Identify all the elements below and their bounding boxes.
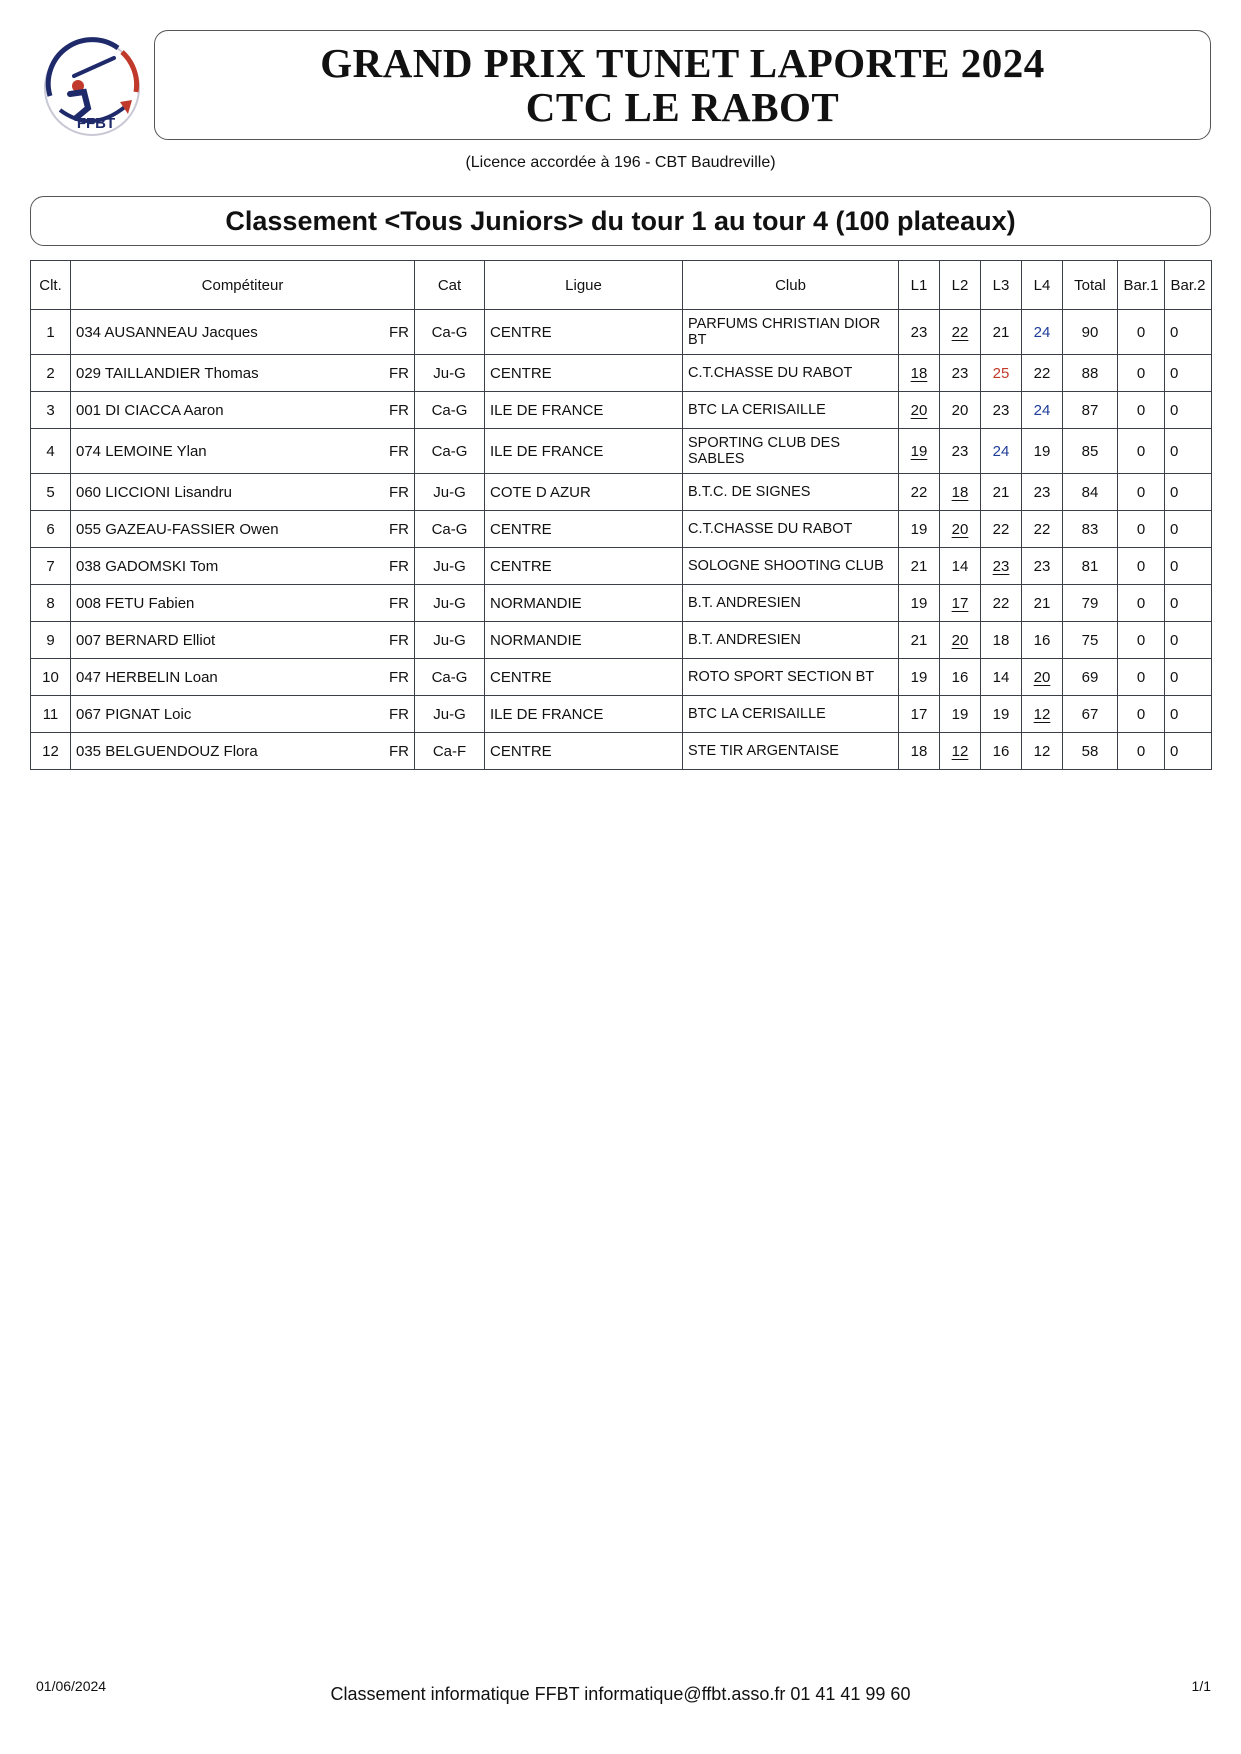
category: Ca-G [415, 429, 485, 474]
competitor-name: 034 AUSANNEAU Jacques [76, 323, 258, 341]
rank: 4 [31, 429, 71, 474]
score-l2: 23 [940, 429, 981, 474]
competitor [71, 696, 415, 733]
competitor-name: 047 HERBELIN Loan [76, 668, 218, 686]
nationality: FR [389, 594, 409, 612]
nationality: FR [389, 668, 409, 686]
ligue: CENTRE [485, 310, 683, 355]
score-l2: 19 [940, 696, 981, 733]
score-l1: 22 [899, 474, 940, 511]
score-l4: 23 [1022, 548, 1063, 585]
table-row [31, 696, 1212, 733]
category: Ju-G [415, 355, 485, 392]
club: STE TIR ARGENTAISE [683, 733, 899, 770]
barrage-1: 0 [1118, 585, 1165, 622]
venue-title: CTC LE RABOT [525, 84, 840, 130]
score-l4 [1022, 696, 1063, 733]
ligue: CENTRE [485, 511, 683, 548]
score-l1: 19 [899, 659, 940, 696]
competitor [71, 392, 415, 429]
barrage-1: 0 [1118, 696, 1165, 733]
club: BTC LA CERISAILLE [683, 392, 899, 429]
ligue: ILE DE FRANCE [485, 429, 683, 474]
page-number: 1/1 [1191, 1678, 1211, 1694]
category: Ju-G [415, 622, 485, 659]
competitor [71, 474, 415, 511]
footer-contact: Classement informatique FFBT informatique@ffbt.asso.fr 01 41 41 99 60 [330, 1684, 911, 1704]
ligue: ILE DE FRANCE [485, 696, 683, 733]
score-l4: 21 [1022, 585, 1063, 622]
competitor [71, 659, 415, 696]
score-l3: 21 [981, 474, 1022, 511]
nationality: FR [389, 631, 409, 649]
score-l4 [1022, 659, 1063, 696]
col-header-clt: Clt. [31, 261, 71, 310]
rank: 7 [31, 548, 71, 585]
table-row [31, 474, 1212, 511]
score-l3: 16 [981, 733, 1022, 770]
table-row [31, 585, 1212, 622]
category: Ju-G [415, 474, 485, 511]
competitor-name: 055 GAZEAU-FASSIER Owen [76, 520, 279, 538]
club: ROTO SPORT SECTION BT [683, 659, 899, 696]
score-l2 [940, 622, 981, 659]
barrage-1: 0 [1118, 310, 1165, 355]
club: B.T.C. DE SIGNES [683, 474, 899, 511]
score-l4: 12 [1022, 733, 1063, 770]
competitor [71, 548, 415, 585]
table-row [31, 548, 1212, 585]
table-row [31, 659, 1212, 696]
score-l3: 21 [981, 310, 1022, 355]
barrage-1: 0 [1118, 429, 1165, 474]
header-row [31, 261, 1212, 310]
barrage-1: 0 [1118, 511, 1165, 548]
score-l2-value: 20 [951, 520, 969, 538]
rank: 10 [31, 659, 71, 696]
rank: 5 [31, 474, 71, 511]
competitor-name: 060 LICCIONI Lisandru [76, 483, 232, 501]
nationality: FR [389, 483, 409, 501]
score-l1-value: 18 [910, 364, 928, 382]
score-l2: 14 [940, 548, 981, 585]
col-header-l4: L4 [1022, 261, 1063, 310]
barrage-2: 0 [1165, 355, 1212, 392]
barrage-1: 0 [1118, 474, 1165, 511]
nationality: FR [389, 557, 409, 575]
results-table [30, 260, 1212, 770]
score-l3 [981, 548, 1022, 585]
col-header-l2: L2 [940, 261, 981, 310]
category: Ju-G [415, 585, 485, 622]
category: Ju-G [415, 548, 485, 585]
rank: 1 [31, 310, 71, 355]
barrage-2: 0 [1165, 392, 1212, 429]
table-row [31, 733, 1212, 770]
competitor [71, 622, 415, 659]
score-l3: 14 [981, 659, 1022, 696]
score-l2: 23 [940, 355, 981, 392]
total: 90 [1063, 310, 1118, 355]
col-header-l3: L3 [981, 261, 1022, 310]
club: B.T. ANDRESIEN [683, 585, 899, 622]
barrage-2: 0 [1165, 659, 1212, 696]
ffbt-logo [40, 36, 144, 140]
category: Ca-G [415, 310, 485, 355]
score-l1 [899, 392, 940, 429]
score-l4: 23 [1022, 474, 1063, 511]
competitor [71, 585, 415, 622]
licence-note: (Licence accordée à 196 - CBT Baudreville) [465, 154, 776, 171]
table-row [31, 392, 1212, 429]
ligue: CENTRE [485, 355, 683, 392]
total: 69 [1063, 659, 1118, 696]
competitor-name: 074 LEMOINE Ylan [76, 442, 207, 460]
nationality: FR [389, 401, 409, 419]
score-l2 [940, 474, 981, 511]
score-l1: 18 [899, 733, 940, 770]
category: Ca-G [415, 511, 485, 548]
category: Ca-G [415, 659, 485, 696]
logo-text: FFBT [76, 115, 116, 132]
score-l2 [940, 585, 981, 622]
rank: 2 [31, 355, 71, 392]
score-l4-value: 12 [1033, 705, 1051, 723]
table-row [31, 622, 1212, 659]
score-l1: 21 [899, 548, 940, 585]
total: 85 [1063, 429, 1118, 474]
ligue: CENTRE [485, 659, 683, 696]
col-header-competiteur: Compétiteur [71, 261, 415, 310]
total: 79 [1063, 585, 1118, 622]
col-header-club: Club [683, 261, 899, 310]
score-l1 [899, 429, 940, 474]
competitor-name: 007 BERNARD Elliot [76, 631, 216, 649]
total: 88 [1063, 355, 1118, 392]
barrage-2: 0 [1165, 511, 1212, 548]
rank: 9 [31, 622, 71, 659]
rank: 3 [31, 392, 71, 429]
barrage-1: 0 [1118, 733, 1165, 770]
score-l4-value: 20 [1033, 668, 1051, 686]
rank: 11 [31, 696, 71, 733]
club: C.T.CHASSE DU RABOT [683, 355, 899, 392]
ligue: NORMANDIE [485, 585, 683, 622]
score-l2 [940, 310, 981, 355]
col-header-cat: Cat [415, 261, 485, 310]
col-header-ligue: Ligue [485, 261, 683, 310]
col-header-l1: L1 [899, 261, 940, 310]
total: 87 [1063, 392, 1118, 429]
score-l3: 24 [981, 429, 1022, 474]
category: Ju-G [415, 696, 485, 733]
col-header-bar2: Bar.2 [1165, 261, 1212, 310]
competitor-name: 008 FETU Fabien [76, 594, 195, 612]
rank: 8 [31, 585, 71, 622]
barrage-1: 0 [1118, 622, 1165, 659]
nationality: FR [389, 364, 409, 382]
competitor [71, 355, 415, 392]
event-title: GRAND PRIX TUNET LAPORTE 2024 [320, 40, 1045, 86]
category: Ca-G [415, 392, 485, 429]
score-l3: 22 [981, 511, 1022, 548]
competitor [71, 733, 415, 770]
club: SPORTING CLUB DES SABLES [683, 429, 899, 474]
ligue: ILE DE FRANCE [485, 392, 683, 429]
score-l1 [899, 355, 940, 392]
score-l4: 22 [1022, 511, 1063, 548]
score-l1-value: 19 [910, 442, 928, 460]
barrage-1: 0 [1118, 548, 1165, 585]
score-l4: 24 [1022, 392, 1063, 429]
score-l4: 19 [1022, 429, 1063, 474]
col-header-bar1: Bar.1 [1118, 261, 1165, 310]
nationality: FR [389, 742, 409, 760]
barrage-2: 0 [1165, 548, 1212, 585]
barrage-1: 0 [1118, 355, 1165, 392]
table-row [31, 511, 1212, 548]
total: 58 [1063, 733, 1118, 770]
club: SOLOGNE SHOOTING CLUB [683, 548, 899, 585]
score-l3: 18 [981, 622, 1022, 659]
ligue: CENTRE [485, 548, 683, 585]
ligue: COTE D AZUR [485, 474, 683, 511]
nationality: FR [389, 323, 409, 341]
club: C.T.CHASSE DU RABOT [683, 511, 899, 548]
competitor-name: 067 PIGNAT Loic [76, 705, 192, 723]
score-l4: 22 [1022, 355, 1063, 392]
barrage-2: 0 [1165, 585, 1212, 622]
score-l1: 17 [899, 696, 940, 733]
score-l2-value: 20 [951, 631, 969, 649]
score-l3: 23 [981, 392, 1022, 429]
competitor [71, 511, 415, 548]
table-row [31, 429, 1212, 474]
score-l2: 16 [940, 659, 981, 696]
score-l2-value: 12 [951, 742, 969, 760]
ligue: CENTRE [485, 733, 683, 770]
competitor-name: 035 BELGUENDOUZ Flora [76, 742, 258, 760]
total: 84 [1063, 474, 1118, 511]
barrage-2: 0 [1165, 310, 1212, 355]
nationality: FR [389, 520, 409, 538]
ranking-subtitle: Classement <Tous Juniors> du tour 1 au tour 4 (100 plateaux) [30, 196, 1211, 246]
score-l1: 23 [899, 310, 940, 355]
score-l4: 24 [1022, 310, 1063, 355]
rank: 6 [31, 511, 71, 548]
competitor-name: 038 GADOMSKI Tom [76, 557, 219, 575]
table-row [31, 310, 1212, 355]
score-l1-value: 20 [910, 401, 928, 419]
print-date: 01/06/2024 [36, 1678, 107, 1694]
competitor-name: 001 DI CIACCA Aaron [76, 401, 224, 419]
score-l2: 20 [940, 392, 981, 429]
nationality: FR [389, 705, 409, 723]
score-l3: 25 [981, 355, 1022, 392]
club: PARFUMS CHRISTIAN DIOR BT [683, 310, 899, 355]
barrage-2: 0 [1165, 696, 1212, 733]
competitor-name: 029 TAILLANDIER Thomas [76, 364, 259, 382]
category: Ca-F [415, 733, 485, 770]
table-row [31, 355, 1212, 392]
barrage-1: 0 [1118, 659, 1165, 696]
barrage-2: 0 [1165, 474, 1212, 511]
score-l1: 21 [899, 622, 940, 659]
barrage-2: 0 [1165, 429, 1212, 474]
total: 67 [1063, 696, 1118, 733]
total: 81 [1063, 548, 1118, 585]
total: 75 [1063, 622, 1118, 659]
score-l2 [940, 733, 981, 770]
score-l2-value: 17 [951, 594, 969, 612]
club: B.T. ANDRESIEN [683, 622, 899, 659]
barrage-2: 0 [1165, 733, 1212, 770]
score-l1: 19 [899, 585, 940, 622]
total: 83 [1063, 511, 1118, 548]
score-l4: 16 [1022, 622, 1063, 659]
score-l3: 22 [981, 585, 1022, 622]
score-l2 [940, 511, 981, 548]
col-header-total: Total [1063, 261, 1118, 310]
competitor [71, 310, 415, 355]
ligue: NORMANDIE [485, 622, 683, 659]
club: BTC LA CERISAILLE [683, 696, 899, 733]
rank: 12 [31, 733, 71, 770]
score-l3-value: 23 [992, 557, 1010, 575]
title-box [154, 30, 1211, 140]
score-l3: 19 [981, 696, 1022, 733]
score-l1: 19 [899, 511, 940, 548]
barrage-1: 0 [1118, 392, 1165, 429]
barrage-2: 0 [1165, 622, 1212, 659]
score-l2-value: 22 [951, 323, 969, 341]
nationality: FR [389, 442, 409, 460]
score-l2-value: 18 [951, 483, 969, 501]
competitor [71, 429, 415, 474]
